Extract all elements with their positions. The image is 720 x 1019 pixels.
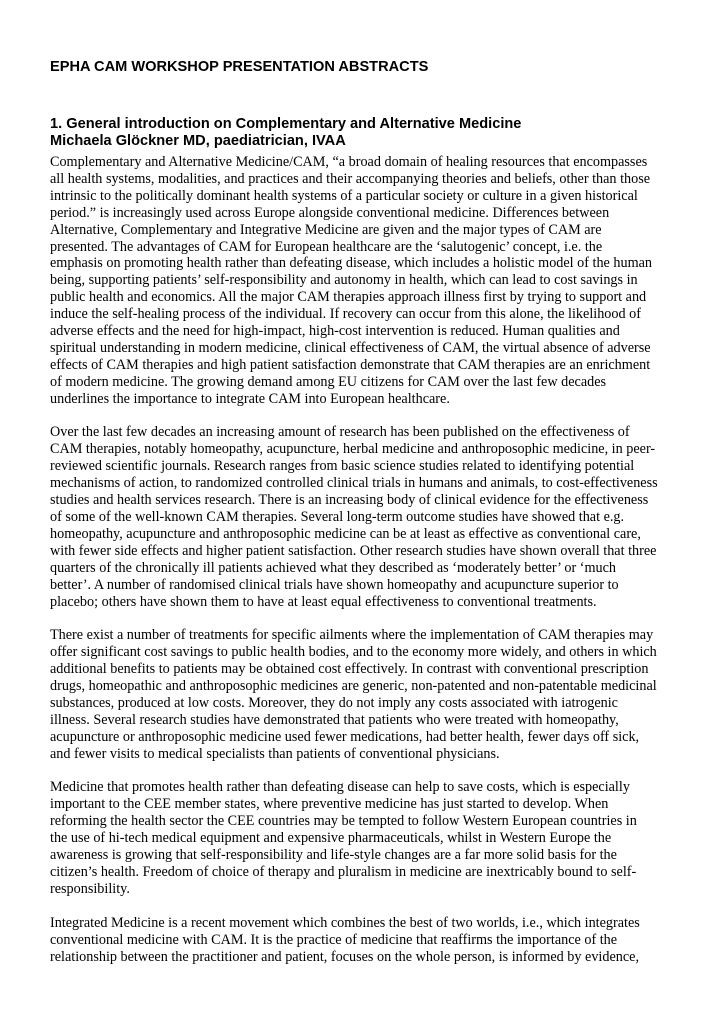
paragraph-line: important to the CEE member states, where preventive medicine has just started to develop. When	[50, 796, 609, 813]
paragraph-line: substances, produced at low costs. Moreover, they do not imply any costs associated with iatrogenic	[50, 694, 618, 711]
paragraph-line: period.” is increasingly used across Europe alongside conventional medicine. Differences between	[50, 204, 610, 221]
paragraph-line: of some of the well-known CAM therapies. Several long-term outcome studies have showed that e.g.	[50, 509, 625, 526]
paragraph-line: studies and health services research. There is an increasing body of clinical evidence for the effectiveness	[50, 492, 649, 509]
body-paragraph	[50, 627, 678, 762]
paragraph-line: Complementary and Alternative Medicine/CAM, “a broad domain of healing resources that encompasses	[50, 154, 648, 170]
paragraph-line: additional benefits to patients may be obtained cost effectively. In contrast with conventional prescription	[50, 661, 649, 678]
paragraph-line: Medicine that promotes health rather than defeating disease can help to save costs, which is especially	[50, 779, 630, 796]
document-title: EPHA CAM WORKSHOP PRESENTATION ABSTRACTS	[50, 59, 429, 75]
paragraph-line: better’. A number of randomised clinical trials have shown homeopathy and acupuncture superior to	[50, 576, 619, 593]
paragraph-line: offer significant cost savings to public health bodies, and to the economy more widely, and others in which	[50, 644, 657, 661]
body-paragraph	[50, 779, 678, 897]
document-page	[50, 58, 678, 965]
paragraph-line: There exist a number of treatments for specific ailments where the implementation of CAM therapies may	[50, 627, 654, 644]
paragraph-line: quarters of the chronically ill patients achieved what they described as ‘moderately better’ or ‘much	[50, 559, 616, 576]
paragraph-line: all health systems, modalities, and practices and their accompanying theories and beliefs, other than those	[50, 170, 651, 187]
paragraph-line: spiritual understanding in modern medicine, clinical effectiveness of CAM, the virtual absence of adverse	[50, 339, 651, 356]
body-paragraph	[50, 154, 678, 408]
paragraph-line: effects of CAM therapies and high patient satisfaction demonstrate that CAM therapies are an enrichment	[50, 356, 651, 373]
paragraph-line: presented. The advantages of CAM for European healthcare are the ‘salutogenic’ concept, i.e. the	[50, 238, 603, 255]
paragraph-line: mechanisms of action, to randomized controlled clinical trials in humans and animals, to cost-effectiveness	[50, 475, 658, 492]
section-author-line: Michaela Glöckner MD, paediatrician, IVAA	[50, 133, 346, 149]
paragraph-line: of modern medicine. The growing demand among EU citizens for CAM over the last few decades	[50, 373, 607, 390]
body-paragraph	[50, 424, 678, 610]
paragraph-line: induce the self-healing process of the individual. If recovery can occur from this alone, the likelihood of	[50, 306, 641, 323]
paragraph-line: placebo; others have shown them to have at least equal effectiveness to conventional treatments.	[50, 593, 597, 610]
paragraph-line: underlines the importance to integrate CAM into European healthcare.	[50, 390, 450, 407]
body-paragraph	[50, 915, 678, 966]
paragraph-line: reforming the health sector the CEE countries may be tempted to follow Western European countries in	[50, 813, 637, 830]
paragraph-line: responsibility.	[50, 880, 130, 897]
section-heading-line: 1. General introduction on Complementary and Alternative Medicine	[50, 116, 522, 132]
paragraph-line: Integrated Medicine is a recent movement which combines the best of two worlds, i.e., which integrates	[50, 914, 640, 931]
paragraph-line: citizen’s health. Freedom of choice of therapy and pluralism in medicine are inextricably bound to self-	[50, 864, 637, 881]
paragraph-line: homeopathy, acupuncture and anthroposophic medicine can be at least as effective as conventional care,	[50, 525, 641, 542]
paragraph-line: illness. Several research studies have demonstrated that patients who were treated with homeopathy,	[50, 711, 619, 728]
paragraph-line: Over the last few decades an increasing amount of research has been published on the effectiveness of	[50, 424, 630, 441]
paragraph-line: awareness is growing that self-responsibility and life-style changes are a far more solid basis for the	[50, 847, 617, 864]
paragraph-line: reviewed scientific journals. Research ranges from basic science studies related to identifying potential	[50, 458, 635, 475]
paragraph-line: and fewer visits to medical specialists than patients of conventional physicians.	[50, 745, 500, 762]
paragraph-line: emphasis on promoting health rather than defeating disease, which includes a holistic model of the human	[50, 255, 653, 272]
section-heading	[50, 116, 678, 150]
paragraph-line: relationship between the practitioner and patient, focuses on the whole person, is informed by evidence,	[50, 948, 639, 965]
paragraph-line: acupuncture or anthroposophic medicine used fewer medications, had better health, fewer days off sick,	[50, 728, 640, 745]
paragraph-line: intrinsic to the politically dominant health systems of a particular society or culture in a given historical	[50, 187, 638, 204]
paragraph-line: being, supporting patients’ self-responsibility and autonomy in health, which can lead to cost savings in	[50, 272, 638, 289]
paragraph-line: CAM therapies, notably homeopathy, acupuncture, herbal medicine and anthroposophic medicine, in peer-	[50, 441, 656, 458]
paragraph-line: Alternative, Complementary and Integrative Medicine are given and the major types of CAM are	[50, 221, 602, 238]
section-body	[50, 154, 678, 965]
paragraph-line: with fewer side effects and higher patient satisfaction. Other research studies have shown overall that three	[50, 542, 657, 559]
paragraph-line: drugs, homeopathic and anthroposophic medicines are generic, non-patented and non-patentable medicinal	[50, 678, 657, 695]
paragraph-line: adverse effects and the need for high-impact, high-cost intervention is reduced. Human qualities and	[50, 323, 620, 340]
paragraph-line: public health and economics. All the major CAM therapies approach illness first by trying to support and	[50, 289, 647, 306]
paragraph-line: conventional medicine with CAM. It is the practice of medicine that reaffirms the importance of the	[50, 931, 618, 948]
paragraph-line: the use of hi-tech medical equipment and expensive pharmaceuticals, whilst in Western Europe the	[50, 830, 612, 847]
